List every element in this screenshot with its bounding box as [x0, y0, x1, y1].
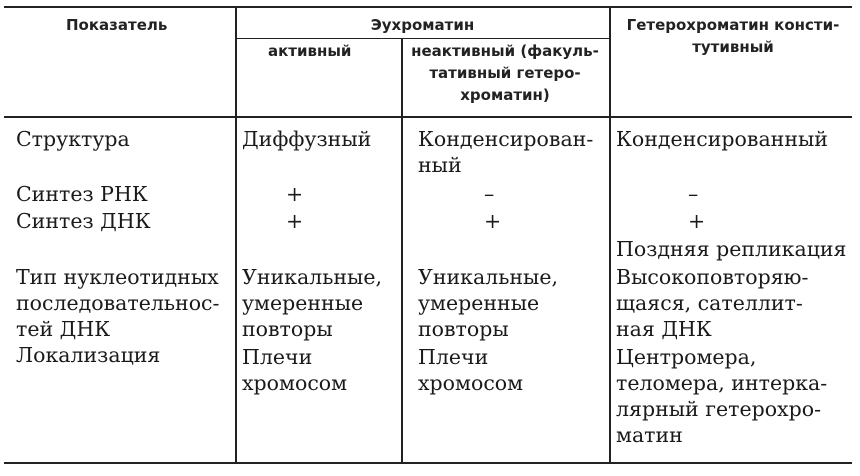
header-constitutive-heterochromatin: Гетерохроматин консти- тутивный — [626, 16, 840, 56]
table-top-rule — [4, 6, 852, 8]
cell-dna-constitutive: + — [688, 209, 706, 233]
cell-sequences-constitutive: Высокоповторяю- щаяся, сателлит- ная ДНК — [616, 265, 809, 341]
cell-dna-inactive: + — [484, 209, 502, 233]
cell-sequences-inactive: Уникальные, умеренные повторы — [418, 265, 558, 341]
cell-structure-active: Диффузный — [242, 127, 372, 151]
header-euchromatin-inactive: неактивный (факуль- тативный гетеро- хроматин) — [411, 42, 599, 104]
cell-dna-constitutive-note: Поздняя репликация — [616, 237, 847, 261]
euchromatin-subheader-rule — [236, 38, 609, 39]
header-indicator: Показатель — [66, 16, 168, 34]
cell-localization-inactive: Плечи хромосом — [418, 345, 524, 395]
row-label-structure: Структура — [16, 127, 130, 151]
cell-rna-inactive: – — [484, 182, 495, 206]
header-euchromatin-active: активный — [268, 42, 352, 60]
column-divider-3 — [609, 7, 611, 463]
table-bottom-rule — [4, 462, 852, 464]
cell-structure-inactive: Конденсирован- ный — [418, 127, 594, 177]
cell-localization-constitutive: Центромера, теломера, интерка- лярный гетерохро- матин — [616, 345, 828, 447]
header-bottom-rule — [4, 116, 852, 118]
row-label-localization: Локализация — [16, 343, 161, 367]
column-divider-1 — [235, 7, 237, 463]
cell-sequences-active: Уникальные, умеренные повторы — [242, 265, 382, 341]
cell-rna-constitutive: – — [688, 182, 699, 206]
cell-rna-active: + — [286, 182, 304, 206]
column-divider-2 — [401, 39, 403, 463]
cell-localization-active: Плечи хромосом — [242, 345, 348, 395]
row-label-rna-synthesis: Синтез РНК — [16, 182, 148, 206]
row-label-sequence-types: Тип нуклеотидных последовательнос- тей ДНК — [16, 265, 220, 341]
row-label-dna-synthesis: Синтез ДНК — [16, 209, 151, 233]
header-euchromatin: Эухроматин — [370, 16, 475, 34]
cell-dna-active: + — [286, 209, 304, 233]
cell-structure-constitutive: Конденсированный — [616, 127, 828, 151]
